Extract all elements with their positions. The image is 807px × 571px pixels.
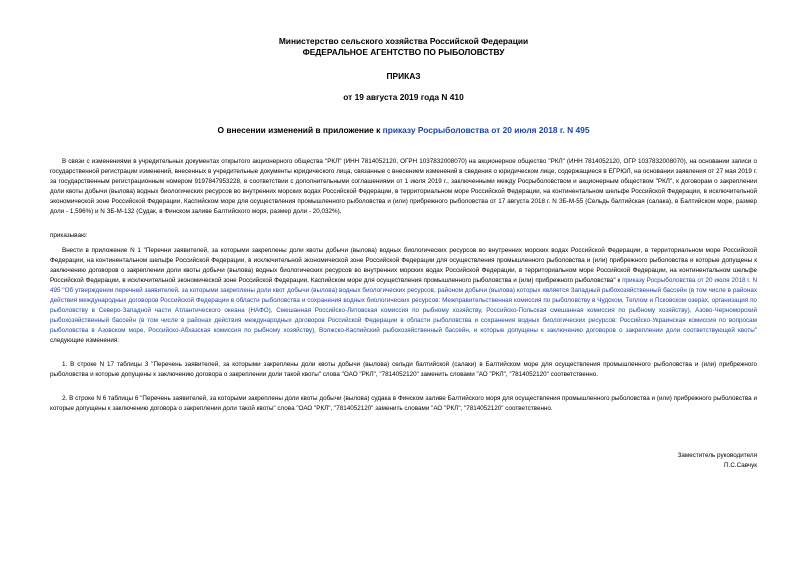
main-paragraph-link[interactable]: приказу Росрыболовства от 20 июля 2018 г. N 495 "Об утверждении перечней заявителей, за которыми закреплены доли квот добычи (вылова) водных биологических ресурсов, районом добычи (вылова) которых является Западный рыбохозяйственный бассейн (в том числе в районах действия международных договоров Российской Федерации в области рыболовства и сохранения водных биологических ресурсов: Межправительственная комиссия по рыболовству в Чудском, Теплом и Псковском озерах, организация по рыболовству в Северо-Западной части Атлантического океана (НАФО), Смешанная Российско-Литовская комиссия по рыбному хозяйству, Российско-Польская смешанная комиссия по рыбному хозяйству), Азово-Черноморский рыбохозяйственный бассейн (в том числе в районах действия международных договоров Российской Федерации в области рыболовства и сохранения водных биологических ресурсов: Российско-Украинская комиссия по вопросам рыболовства в Азовском море, Российско-Абхазская комиссия по рыбному хозяйству), Волжско-Каспийский рыбохозяйственный бассейн, и которые допущены к заключению договоров о закреплении доли соответствующей квоты" <box>50 276 757 334</box>
main-paragraph-part2: следующие изменения: <box>50 336 120 344</box>
main-paragraph-part1: Внести в приложение N 1 "Перечни заявителей, за которыми закреплены доли квоты добычи (вылова) водных биологических ресурсов во внутренних морских водах Российской Федерации, в территориальном море Российской Федерации, на континентальном шельфе Российской Федерации, в исключительной экономической зоне Российской Федерации для осуществления промышленного рыболовства и (или) прибрежного рыболовства и которые допущены к заключению договоров о закреплении доли квоты добычи (вылова) водных биологических ресурсов во внутренних морских водах Российской Федерации, в территориальном море Российской Федерации, на континентальном шельфе Российской Федерации, в исключительной экономической зоне Российской Федерации, Каспийском море для осуществления промышленного рыболовства и (или) прибрежного рыболовства" к <box>50 246 757 284</box>
ministry-name: Министерство сельского хозяйства Российской Федерации <box>278 36 529 46</box>
document-date-number: от 19 августа 2019 года N 410 <box>343 91 464 102</box>
signature-name: П.С.Савчук <box>724 461 757 469</box>
signature-title: Заместитель руководителя <box>677 451 757 459</box>
item-1-paragraph: 1. В строке N 17 таблицы 3 "Перечень заявителей, за которыми закреплены доли квоты добычи (вылова) сельди балтийской (салаки) в Балтийском море для осуществления промышленного рыболовства и (или) прибрежного рыболовства и которые допущены к заключению договора о закреплении доли такой квоты" слова "ОАО "РКЛ", "7814052120" заменить словами "АО "РКЛ", "7814052120" соответственно. <box>50 360 757 378</box>
ordered-line: приказываю: <box>50 231 88 239</box>
document-type: ПРИКАЗ <box>386 71 421 81</box>
item-2-paragraph: 2. В строке N 6 таблицы 6 "Перечень заявителей, за которыми закреплены доли квоты добычи (вылова) судака в Финском заливе Балтийского моря для осуществления промышленного рыболовства и (или) прибрежного рыболовства и которые допущены к заключению договора о закреплении доли такой квоты" слова "ОАО "РКЛ", "7814052120" заменить словами "АО "РКЛ", "7814052120" соответственно. <box>50 394 757 412</box>
signature-block <box>50 451 757 471</box>
subject-link[interactable]: приказу Росрыболовства от 20 июля 2018 г. N 495 <box>382 125 590 135</box>
document-subject <box>50 125 757 136</box>
agency-name: ФЕДЕРАЛЬНОЕ АГЕНТСТВО ПО РЫБОЛОВСТВУ <box>302 46 505 57</box>
main-paragraph <box>50 246 757 346</box>
intro-paragraph: В связи с изменениями в учредительных документах открытого акционерного общества "РКЛ" (ИНН 7814052120, ОГРН 1037832008070) на акционерное общество "РКЛ" (ИНН 7814052120, ОГР 1037832008070), на основании записи о государственной регистрации изменений, внесенных в учредительные документы юридического лица, связанные с внесением изменений в сведения о юридическом лице, содержащиеся в ЕГРЮЛ, на основании заявления от 27 мая 2019 г. за государственным регистрационным номером 9197847953228, в соответствии с дополнительными соглашениями от 1 июля 2019 г., заключенными между Росрыболовством и акционерным обществом "РКЛ", к договорам о закреплении доли квоты добычи (вылова) водных биологических ресурсов во внутренних морских водах Российской Федерации, в территориальном море Российской Федерации, на континентальном шельфе Российской Федерации, в исключительной экономической зоне Российской Федерации, Каспийском море для осуществления промышленного рыболовства и (или) прибрежного рыболовства от 17 августа 2018 г. N ЗБ-М-55 (Сельдь балтийская (салака), в Балтийском море, размер доли - 1,596%) и N ЗБ-М-132 (Судак, в Финском заливе Балтийского моря, размер доли - 20,032%), <box>50 157 757 215</box>
subject-prefix: О внесении изменений в приложение к <box>217 125 383 135</box>
